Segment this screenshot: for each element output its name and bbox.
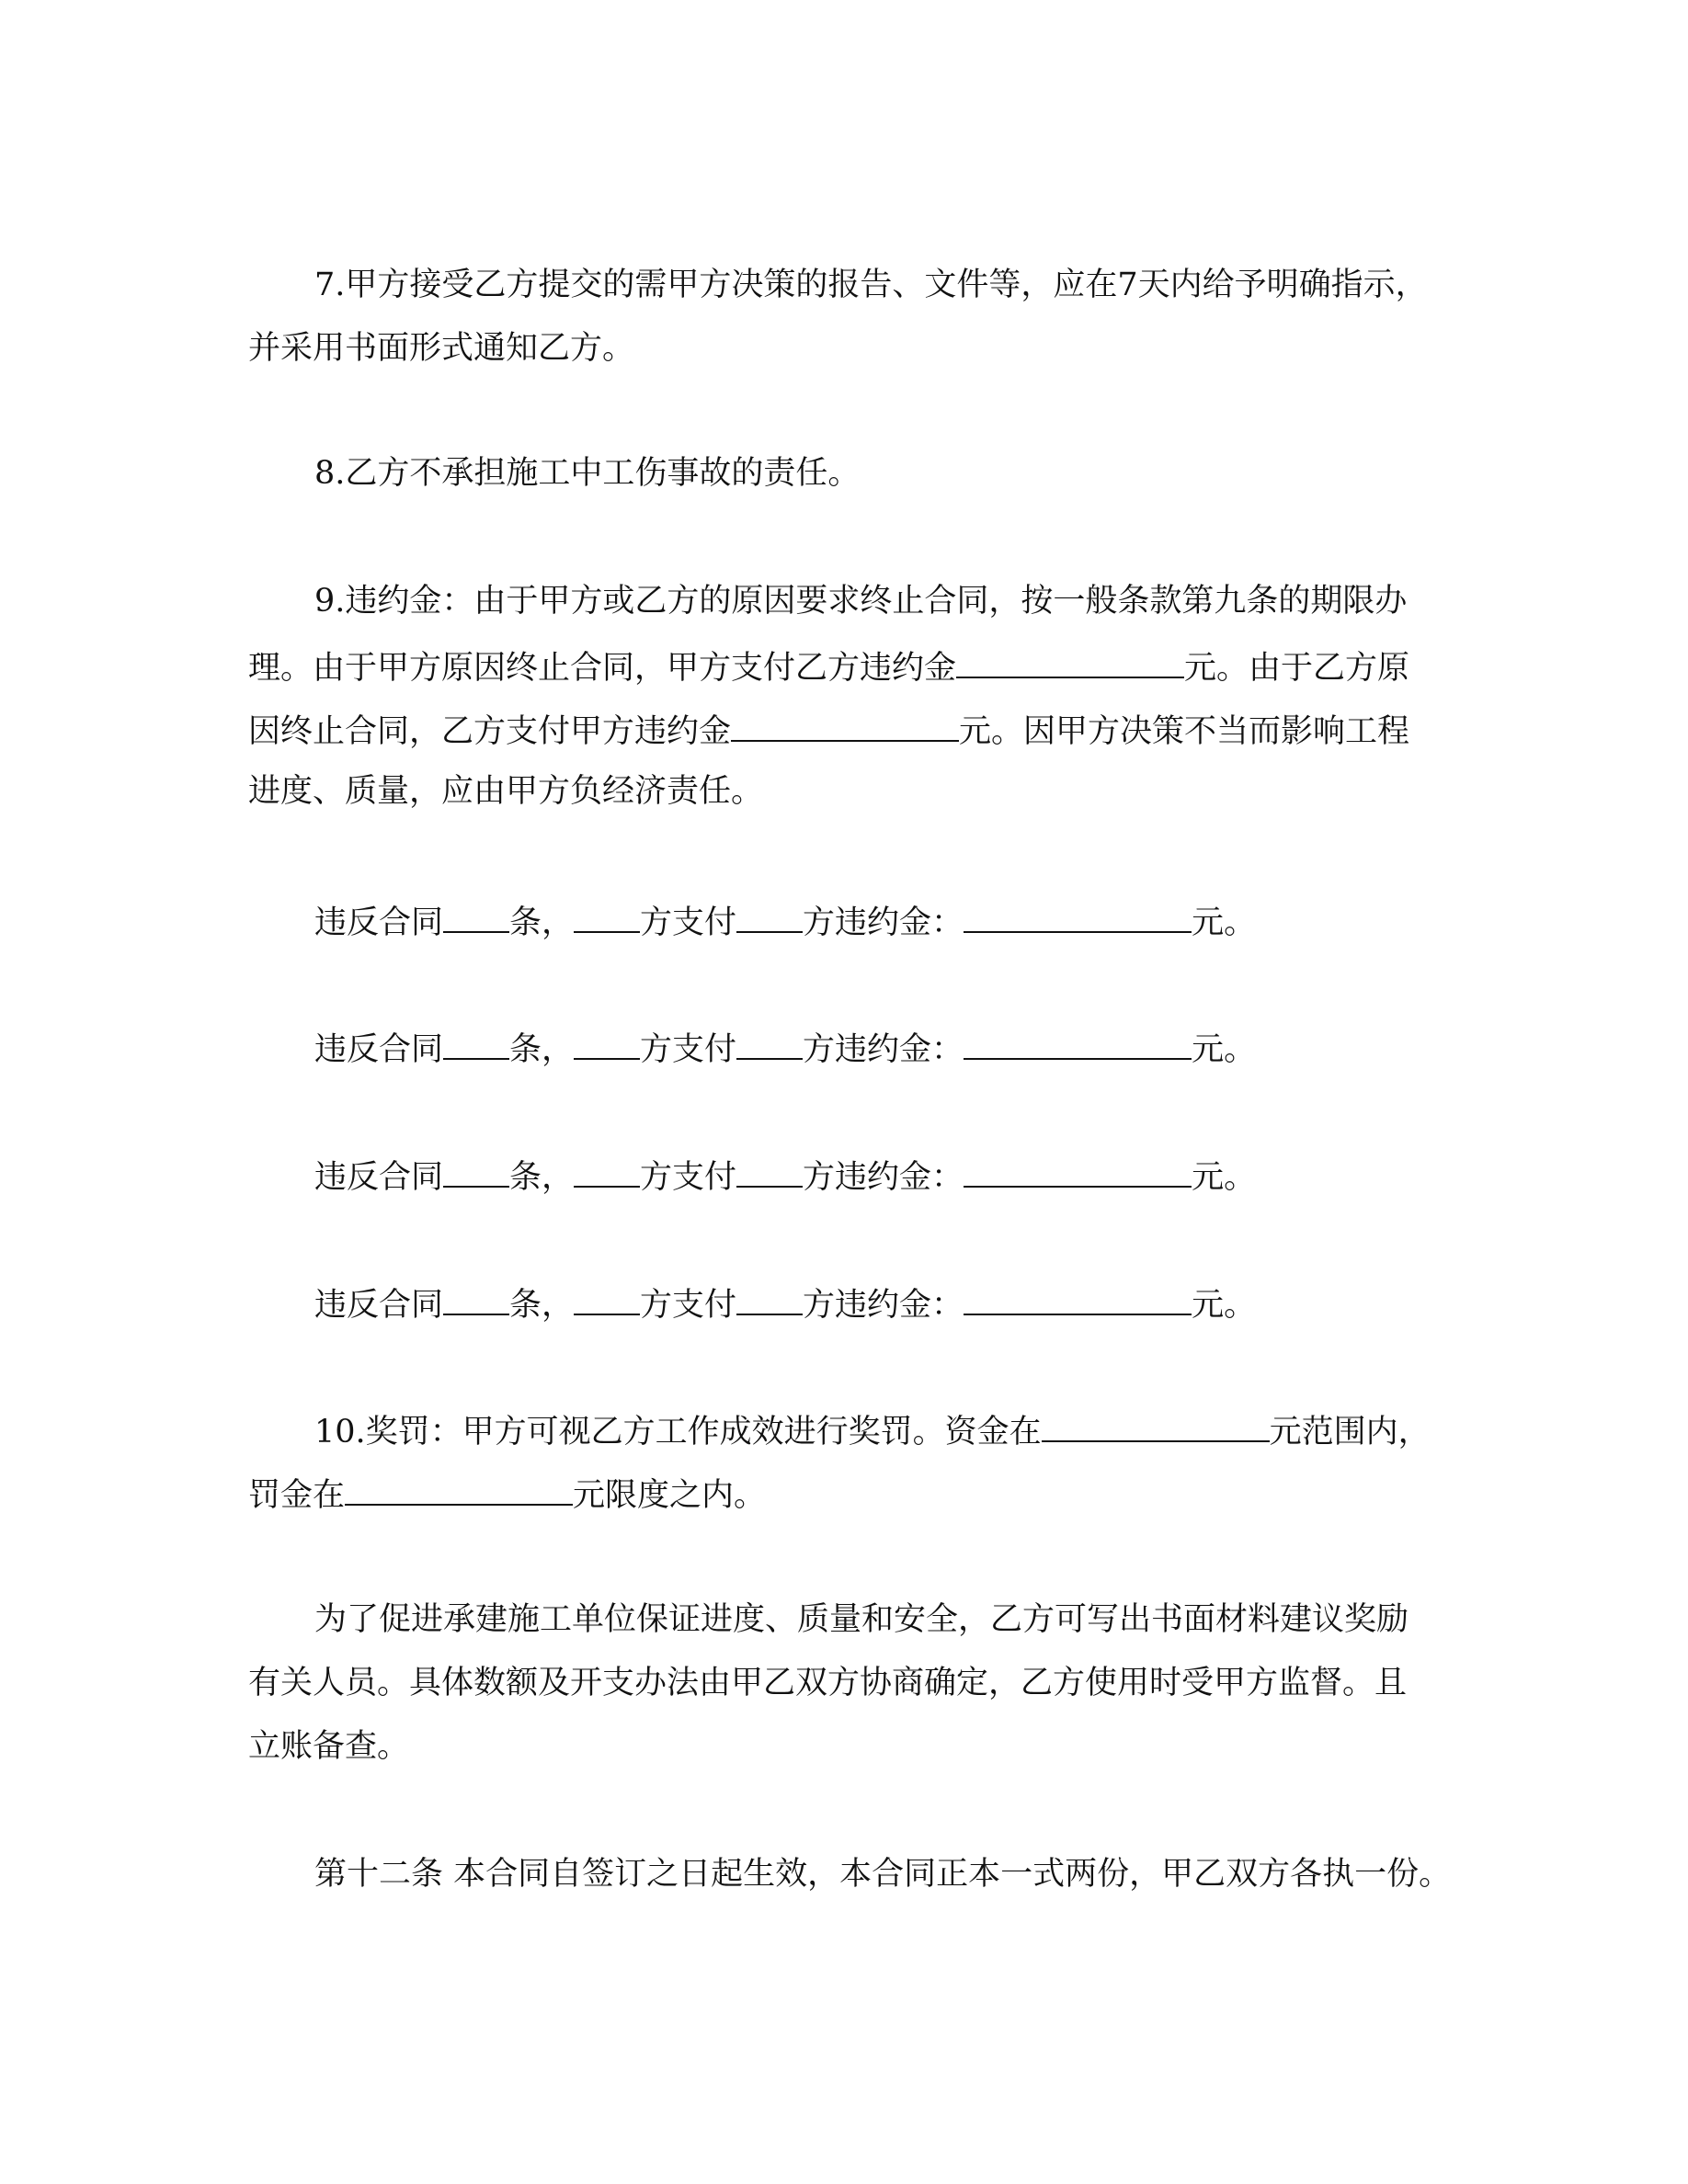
- clause-10-line-1: [314, 1413, 1431, 1449]
- blank-reward-amount[interactable]: [1042, 1413, 1270, 1442]
- blank-receiving-party[interactable]: [736, 1158, 803, 1188]
- blank-paying-party[interactable]: [574, 904, 640, 933]
- clause-10-line-2: [248, 1476, 766, 1512]
- blank-receiving-party[interactable]: [736, 1030, 803, 1060]
- blank-paying-party[interactable]: [574, 1286, 640, 1315]
- clause-7-line-1: 7.甲方接受乙方提交的需甲方决策的报告、文件等，应在7天内给予明确指示，: [314, 267, 1428, 303]
- blank-receiving-party[interactable]: [736, 1286, 803, 1315]
- blank-penalty-amount[interactable]: [964, 904, 1192, 933]
- violation-currency: 元。: [1192, 1159, 1257, 1196]
- clause-9-line-4: 进度、质量，应由甲方负经济责任。: [248, 773, 764, 810]
- clause-9-line-2: [248, 649, 1409, 685]
- violation-currency: 元。: [1192, 1031, 1257, 1068]
- violation-label: 违反合同: [314, 1031, 444, 1068]
- blank-penalty-amount[interactable]: [964, 1158, 1192, 1188]
- violation-article-suffix: 条，: [509, 904, 575, 941]
- blank-penalty-amount[interactable]: [964, 1030, 1192, 1060]
- violation-currency: 元。: [1192, 904, 1257, 941]
- clause-9-line-1: 9.违约金：由于甲方或乙方的原因要求终止合同，按一般条款第九条的期限办: [314, 583, 1408, 620]
- blank-article-number[interactable]: [443, 1030, 509, 1060]
- violation-pays-label: 方支付: [640, 1287, 737, 1324]
- blank-paying-party[interactable]: [574, 1030, 640, 1060]
- article-12-line-1: 第十二条 本合同自签订之日起生效，本合同正本一式两份，甲乙双方各执一份。: [314, 1856, 1452, 1893]
- violation-row: [314, 1286, 1256, 1322]
- clause-10-line-2-text-b: 元限度之内。: [573, 1477, 767, 1514]
- violation-label: 违反合同: [314, 1159, 444, 1196]
- blank-party-b-penalty[interactable]: [731, 712, 959, 742]
- incentive-line-2: 有关人员。具体数额及开支办法由甲乙双方协商确定，乙方使用时受甲方监督。且: [248, 1665, 1408, 1701]
- violation-row: [314, 1030, 1256, 1066]
- incentive-line-1: 为了促进承建施工单位保证进度、质量和安全，乙方可写出书面材料建议奖励: [314, 1601, 1409, 1638]
- violation-article-suffix: 条，: [509, 1287, 575, 1324]
- violation-pays-label: 方支付: [640, 1031, 737, 1068]
- blank-article-number[interactable]: [443, 1286, 509, 1315]
- violation-currency: 元。: [1192, 1287, 1257, 1324]
- violation-row: [314, 904, 1256, 939]
- violation-article-suffix: 条，: [509, 1031, 575, 1068]
- clause-10-line-1-text-a: 10.奖罚：甲方可视乙方工作成效进行奖罚。资金在: [314, 1414, 1042, 1450]
- blank-fine-amount[interactable]: [345, 1476, 573, 1506]
- clause-10-line-2-text-a: 罚金在: [248, 1477, 346, 1514]
- violation-pays-label: 方支付: [640, 1159, 737, 1196]
- violation-label: 违反合同: [314, 1287, 444, 1324]
- clause-9-line-3: [248, 712, 1409, 748]
- blank-receiving-party[interactable]: [736, 904, 803, 933]
- violation-pays-label: 方支付: [640, 904, 737, 941]
- blank-article-number[interactable]: [443, 1158, 509, 1188]
- clause-9-line-2-text-b: 元。由于乙方原: [1184, 650, 1410, 687]
- violation-penalty-label: 方违约金：: [803, 1031, 964, 1068]
- violation-label: 违反合同: [314, 904, 444, 941]
- blank-paying-party[interactable]: [574, 1158, 640, 1188]
- clause-9-line-3-text-b: 元。因甲方决策不当而影响工程: [959, 713, 1410, 750]
- clause-7-line-2: 并采用书面形式通知乙方。: [248, 330, 635, 367]
- violation-penalty-label: 方违约金：: [803, 904, 964, 941]
- violation-penalty-label: 方违约金：: [803, 1159, 964, 1196]
- clause-8-line-1: 8.乙方不承担施工中工伤事故的责任。: [314, 455, 861, 492]
- clause-9-line-2-text-a: 理。由于甲方原因终止合同，甲方支付乙方违约金: [248, 650, 957, 687]
- violation-penalty-label: 方违约金：: [803, 1287, 964, 1324]
- violation-article-suffix: 条，: [509, 1159, 575, 1196]
- clause-10-line-1-text-b: 元范围内，: [1269, 1414, 1431, 1450]
- blank-party-a-penalty[interactable]: [956, 649, 1184, 678]
- violation-row: [314, 1158, 1256, 1194]
- blank-article-number[interactable]: [443, 904, 509, 933]
- blank-penalty-amount[interactable]: [964, 1286, 1192, 1315]
- incentive-line-3: 立账备查。: [248, 1728, 410, 1765]
- clause-9-line-3-text-a: 因终止合同，乙方支付甲方违约金: [248, 713, 732, 750]
